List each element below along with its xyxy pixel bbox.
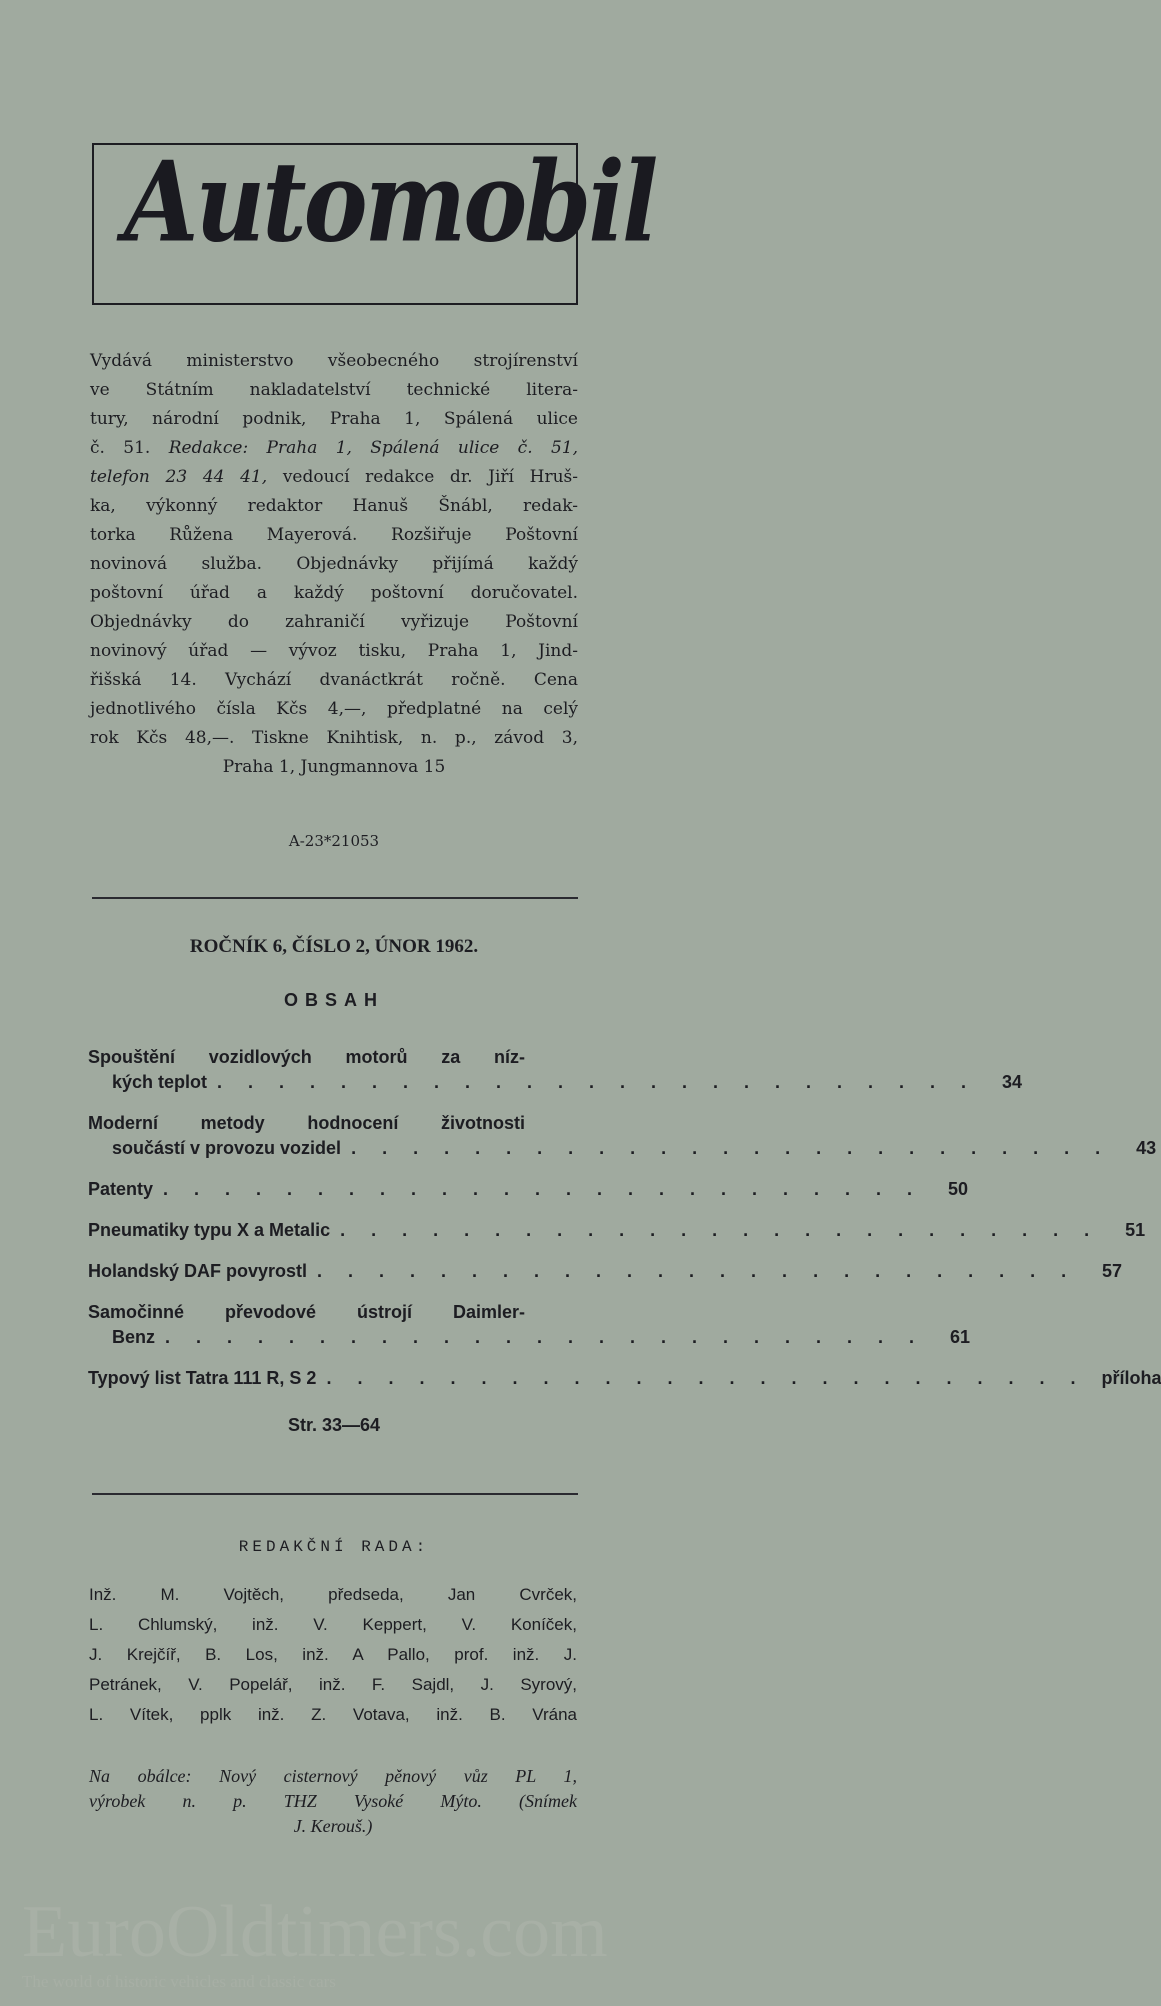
imprint-line: Vydává ministerstvo všeobecného strojírenství	[90, 351, 578, 371]
imprint-line: torka Růžena Mayerová. Rozšiřuje Poštovní	[90, 525, 578, 545]
leader-dots: .........................	[165, 1327, 941, 1347]
cover-note-line: Na obálce: Nový cisternový pěnový vůz PL 1,	[89, 1766, 577, 1786]
imprint-line: Objednávky do zahraničí vyřizuje Poštovní	[90, 612, 578, 632]
board-line: Inž. M. Vojtěch, předseda, Jan Cvrček,	[89, 1585, 577, 1604]
imprint-line: jednotlivého čísla Kčs 4,—, předplatné na celý	[90, 699, 578, 719]
board-line: J. Krejčíř, B. Los, inž. A Pallo, prof. inž. J.	[89, 1645, 577, 1664]
board-line: Petránek, V. Popelář, inž. F. Sajdl, J. Syrový,	[89, 1675, 577, 1694]
imprint-line: novinový úřad — vývoz tisku, Praha 1, Jind-	[90, 641, 578, 661]
imprint-line: novinová služba. Objednávky přijímá každý	[90, 554, 578, 574]
imprint-paragraph	[90, 347, 578, 782]
imprint-line	[90, 434, 578, 463]
leader-dots: .........................	[217, 1072, 993, 1092]
toc-title: Moderní metody hodnocení životnosti	[88, 1113, 525, 1133]
editorial-address: Redakce: Praha 1, Spálená ulice č. 51,	[168, 438, 578, 458]
watermark-tagline: The world of historic vehicles and classic cars	[22, 1972, 336, 1991]
toc-title: Patenty	[88, 1179, 154, 1199]
toc-title: Holandský DAF povyrostl	[88, 1261, 308, 1281]
imprint-text: č. 51.	[90, 438, 151, 458]
editorial-phone: telefon 23 44 41,	[90, 467, 268, 487]
toc-title: součástí v provozu vozidel	[112, 1138, 342, 1158]
toc-entry[interactable]	[88, 1259, 1123, 1284]
imprint-line: ve Státním nakladatelství technické litera-	[90, 380, 578, 400]
cover-note	[89, 1764, 577, 1839]
toc-page: 43	[1136, 1138, 1157, 1158]
cover-note-line: výrobek n. p. THZ Vysoké Mýto. (Snímek	[89, 1791, 577, 1811]
toc-page: 61	[950, 1327, 971, 1347]
imprint-line: Praha 1, Jungmannova 15	[222, 757, 446, 777]
toc-page: 34	[1002, 1072, 1023, 1092]
imprint-line: tury, národní podnik, Praha 1, Spálená ulice	[90, 409, 578, 429]
toc-entry[interactable]	[88, 1111, 1157, 1161]
cover-note-line: J. Kerouš.)	[293, 1816, 373, 1836]
print-code: A-23*21053	[288, 832, 380, 850]
toc-entry[interactable]	[88, 1045, 1023, 1095]
watermark: EuroOldtimers.com	[22, 1891, 608, 1973]
table-of-contents	[88, 1045, 1161, 1407]
imprint-line: řišská 14. Vychází dvanáctkrát ročně. Cena	[90, 670, 578, 690]
toc-page: 57	[1102, 1261, 1123, 1281]
toc-title: Benz	[112, 1327, 156, 1347]
toc-title: Pneumatiky typu X a Metalic	[88, 1220, 331, 1240]
divider	[92, 1493, 578, 1495]
leader-dots: .........................	[163, 1179, 939, 1199]
imprint-line: ka, výkonný redaktor Hanuš Šnábl, redak-	[90, 496, 578, 516]
toc-page: 50	[948, 1179, 969, 1199]
editorial-board-heading: REDAKČNÍ RADA:	[238, 1538, 430, 1556]
divider	[92, 897, 578, 899]
toc-page: 51	[1125, 1220, 1146, 1240]
board-line: L. Chlumský, inž. V. Keppert, V. Koníček,	[89, 1615, 577, 1634]
leader-dots: .........................	[326, 1368, 1102, 1388]
masthead-logo: Automobil	[124, 137, 656, 267]
toc-title: Spouštění vozidlových motorů za níz-	[88, 1047, 525, 1067]
toc-entry[interactable]	[88, 1300, 971, 1350]
toc-entry[interactable]	[88, 1177, 969, 1202]
contents-heading: OBSAH	[283, 990, 384, 1010]
toc-title: Typový list Tatra 111 R, S 2	[88, 1368, 317, 1388]
board-line: L. Vítek, pplk inž. Z. Votava, inž. B. Vrána	[89, 1705, 577, 1724]
toc-entry[interactable]	[88, 1366, 1161, 1391]
imprint-line: rok Kčs 48,—. Tiskne Knihtisk, n. p., závod 3,	[90, 728, 578, 748]
leader-dots: .........................	[340, 1220, 1116, 1240]
toc-page: příloha	[1101, 1368, 1161, 1388]
imprint-line: poštovní úřad a každý poštovní doručovatel.	[90, 583, 578, 603]
toc-title: Samočinné převodové ústrojí Daimler-	[88, 1302, 525, 1322]
issue-info: ROČNÍK 6, ČÍSLO 2, ÚNOR 1962.	[189, 936, 479, 957]
imprint-text: vedoucí redakce dr. Jiří Hruš-	[282, 467, 578, 487]
toc-entry[interactable]	[88, 1218, 1146, 1243]
toc-title: kých teplot	[112, 1072, 208, 1092]
leader-dots: .........................	[351, 1138, 1127, 1158]
page-range: Str. 33—64	[287, 1415, 381, 1435]
imprint-line	[90, 463, 578, 492]
editorial-board-list	[89, 1580, 577, 1730]
masthead-logo-box	[92, 137, 656, 305]
leader-dots: .........................	[317, 1261, 1093, 1281]
